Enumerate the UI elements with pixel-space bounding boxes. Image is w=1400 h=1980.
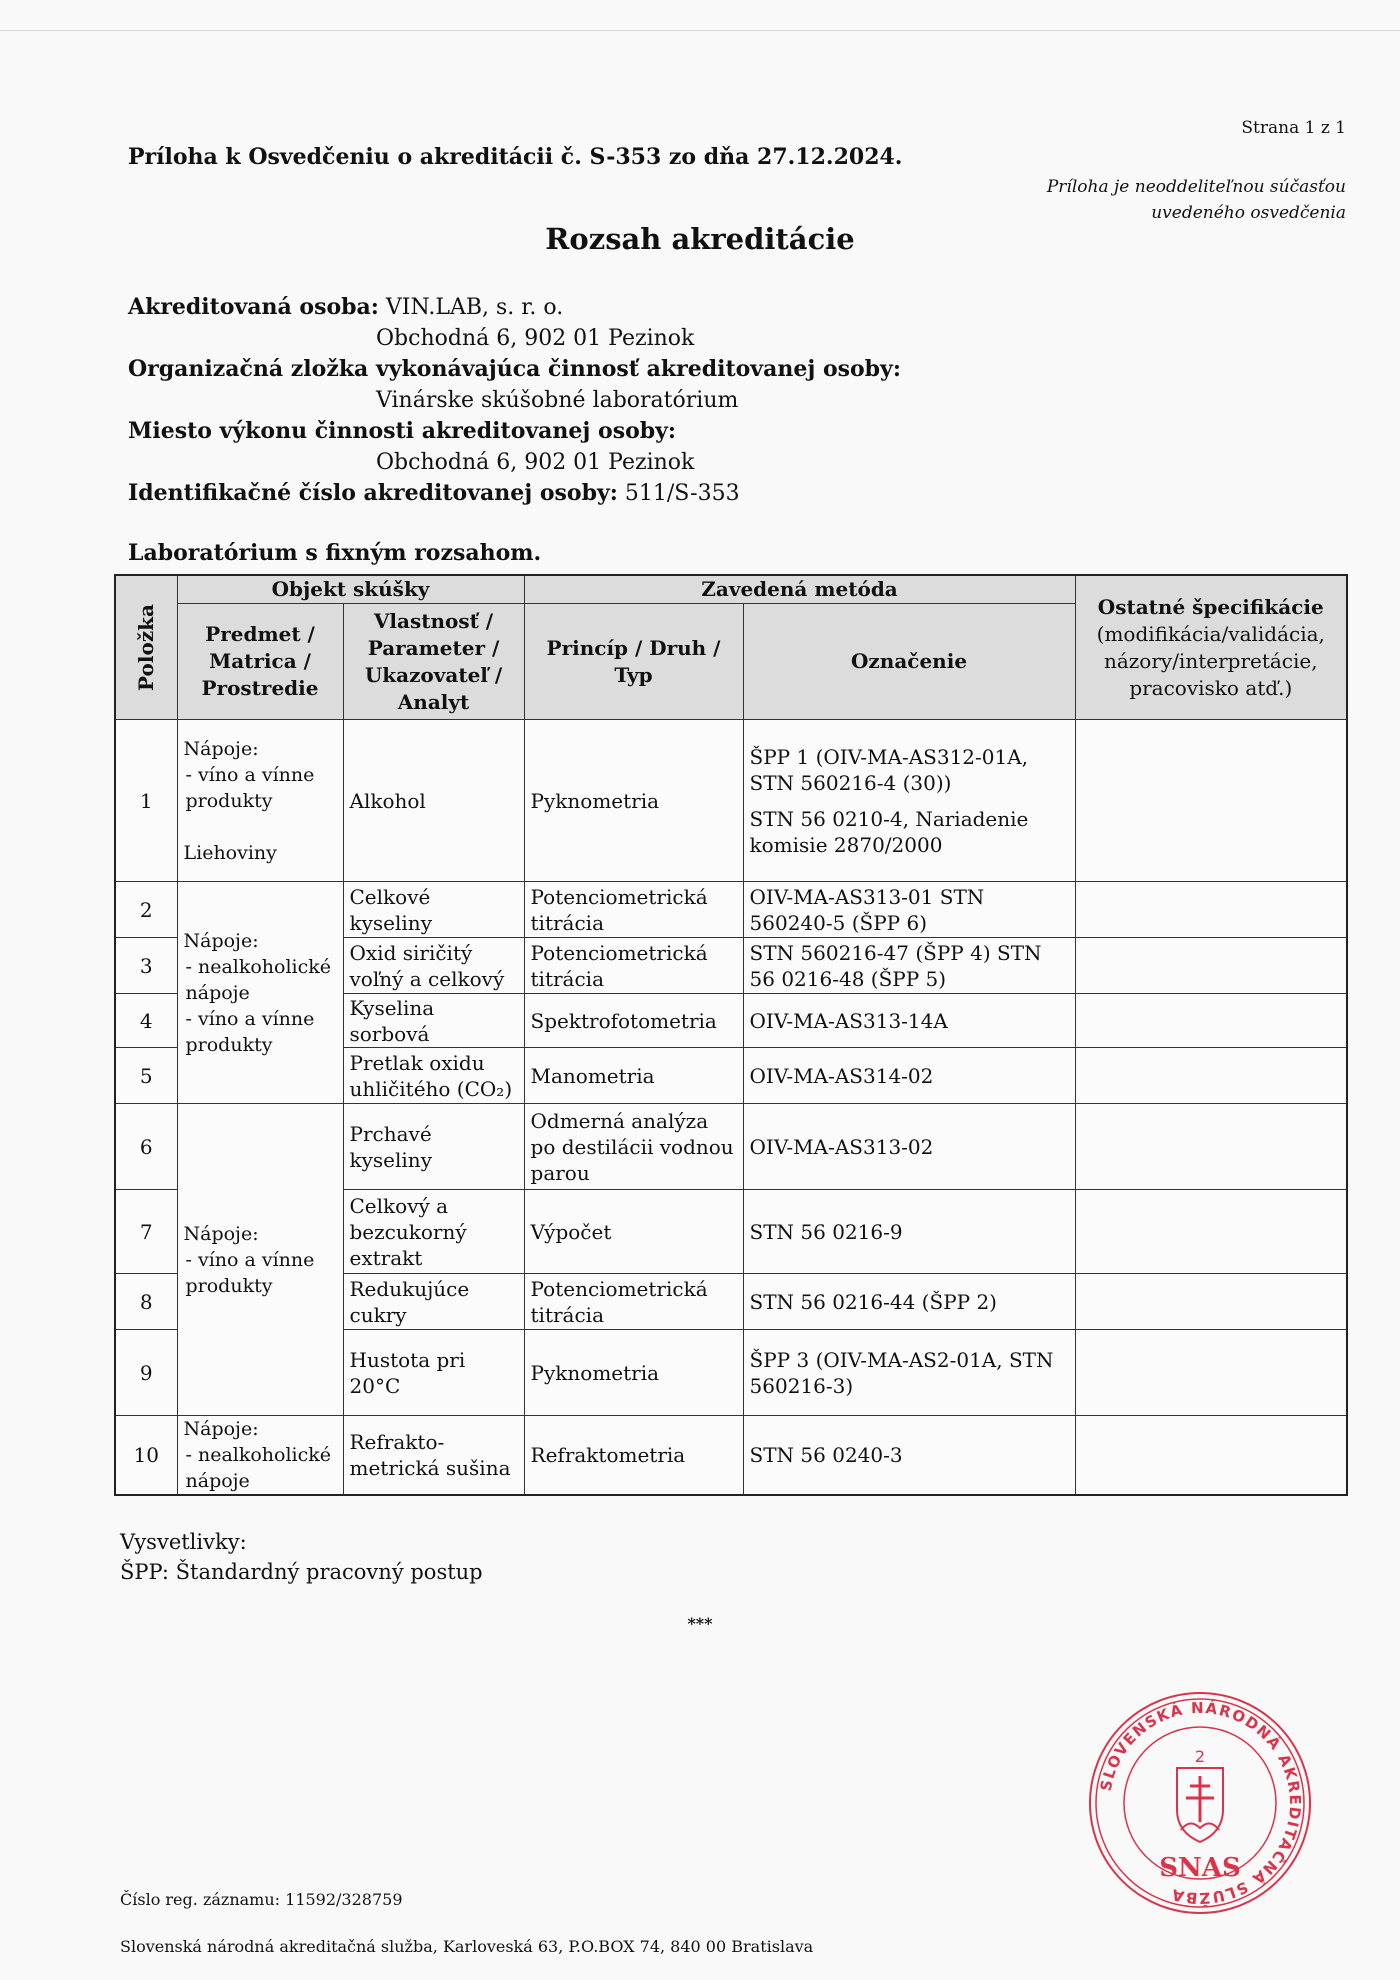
property-cell: Alkohol xyxy=(343,720,524,882)
footer-address: Slovenská národná akreditačná služba, Karloveská 63, P.O.BOX 74, 840 00 Bratislava xyxy=(120,1937,814,1956)
principle-cell: Manometria xyxy=(524,1048,743,1104)
item-number: 5 xyxy=(115,1048,177,1104)
annex-note xyxy=(986,174,1346,226)
table-row xyxy=(115,1104,1347,1190)
subject-extra: Liehoviny xyxy=(183,841,277,864)
subject-item: - nealkoholické nápoje xyxy=(185,1444,332,1492)
subject-cell xyxy=(177,1416,343,1496)
principle-cell: Potenciometrická titrácia xyxy=(524,1274,743,1330)
subject-item: - víno a vínne produkty xyxy=(185,763,315,812)
id-value: 511/S-353 xyxy=(624,481,740,506)
separator: *** xyxy=(687,1614,713,1633)
principle-cell: Potenciometrická titrácia xyxy=(524,882,743,938)
property-cell: Celkový a bezcukorný extrakt xyxy=(343,1190,524,1274)
principle-cell: Výpočet xyxy=(524,1190,743,1274)
subject-cell xyxy=(177,720,343,882)
header-item-label: Položka xyxy=(133,604,158,691)
accredited-person-value: VIN.LAB, s. r. o. xyxy=(385,295,564,320)
table-row xyxy=(115,882,1347,938)
header-method: Zavedená metóda xyxy=(524,575,1075,604)
legend-heading: Vysvetlivky: xyxy=(120,1530,247,1554)
designation-b: STN 56 0210-4, Nariadenie komisie 2870/2000 xyxy=(749,806,1029,857)
property-cell: Hustota pri 20°C xyxy=(343,1330,524,1416)
other-cell xyxy=(1075,1104,1347,1190)
place-label: Miesto výkonu činnosti akreditovanej osoby: xyxy=(128,418,677,444)
org-unit-value: Vinárske skúšobné laboratórium xyxy=(376,388,739,413)
place-value: Obchodná 6, 902 01 Pezinok xyxy=(376,450,695,475)
designation-cell: OIV-MA-AS313-02 xyxy=(743,1104,1075,1190)
principle-cell: Odmerná analýza po destilácii vodnou parou xyxy=(524,1104,743,1190)
item-number: 3 xyxy=(115,938,177,994)
header-other-sub: (modifikácia/validácia, názory/interpretácie, pracovisko atď.) xyxy=(1096,621,1325,700)
designation-cell: ŠPP 3 (OIV-MA-AS2-01A, STN 560216-3) xyxy=(743,1330,1075,1416)
subject-item: - nealkoholické nápoje xyxy=(185,955,332,1004)
principle-cell: Refraktometria xyxy=(524,1416,743,1496)
principle-cell: Pyknometria xyxy=(524,1330,743,1416)
designation-cell: OIV-MA-AS313-01 STN 560240-5 (ŠPP 6) xyxy=(743,882,1075,938)
principle-cell: Spektrofotometria xyxy=(524,994,743,1048)
subject-title: Nápoje: xyxy=(183,1418,259,1440)
property-cell: Refrakto- metrická sušina xyxy=(343,1416,524,1496)
item-number: 1 xyxy=(115,720,177,882)
item-number: 6 xyxy=(115,1104,177,1190)
subject-title: Nápoje: xyxy=(183,1222,259,1245)
other-cell xyxy=(1075,1330,1347,1416)
property-cell: Oxid siričitý voľný a celkový xyxy=(343,938,524,994)
property-cell: Pretlak oxidu uhličitého (CO₂) xyxy=(343,1048,524,1104)
property-cell: Kyselina sorbová xyxy=(343,994,524,1048)
page-number: Strana 1 z 1 xyxy=(1241,118,1346,138)
other-cell xyxy=(1075,1274,1347,1330)
item-number: 7 xyxy=(115,1190,177,1274)
other-cell xyxy=(1075,994,1347,1048)
property-cell: Prchavé kyseliny xyxy=(343,1104,524,1190)
annex-note-line2: uvedeného osvedčenia xyxy=(1151,203,1346,223)
header-property: Vlastnosť / Parameter / Ukazovateľ / Analyt xyxy=(343,604,524,720)
principle-cell: Potenciometrická titrácia xyxy=(524,938,743,994)
subject-title: Nápoje: xyxy=(183,737,259,760)
other-cell xyxy=(1075,938,1347,994)
lab-scope-type: Laboratórium s fixným rozsahom. xyxy=(128,540,542,566)
other-cell xyxy=(1075,720,1347,882)
stamp-number: 2 xyxy=(1194,1747,1206,1766)
header-item xyxy=(115,575,177,720)
item-number: 10 xyxy=(115,1416,177,1496)
scope-table xyxy=(114,574,1348,1496)
other-cell xyxy=(1075,1190,1347,1274)
header-subject: Predmet / Matrica / Prostredie xyxy=(177,604,343,720)
property-cell: Celkové kyseliny xyxy=(343,882,524,938)
designation-cell: STN 56 0216-44 (ŠPP 2) xyxy=(743,1274,1075,1330)
item-number: 9 xyxy=(115,1330,177,1416)
property-cell: Redukujúce cukry xyxy=(343,1274,524,1330)
designation-cell: STN 56 0216-9 xyxy=(743,1190,1075,1274)
subject-cell xyxy=(177,1104,343,1416)
top-rule xyxy=(0,30,1400,31)
header-principle: Princíp / Druh / Typ xyxy=(524,604,743,720)
annex-note-line1: Príloha je neoddeliteľnou súčasťou xyxy=(1046,177,1346,197)
subject-item: - víno a vínne produkty xyxy=(185,1248,315,1297)
item-number: 2 xyxy=(115,882,177,938)
legend-text: ŠPP: Štandardný pracovný postup xyxy=(120,1560,483,1584)
designation-cell: STN 560216-47 (ŠPP 4) STN 56 0216-48 (ŠPP 5) xyxy=(743,938,1075,994)
designation-cell: OIV-MA-AS314-02 xyxy=(743,1048,1075,1104)
item-number: 8 xyxy=(115,1274,177,1330)
id-label: Identifikačné číslo akreditovanej osoby: xyxy=(128,480,618,506)
header-object: Objekt skúšky xyxy=(177,575,524,604)
registration-number: Číslo reg. záznamu: 11592/328759 xyxy=(120,1890,403,1909)
id-number xyxy=(128,480,740,506)
annex-title: Príloha k Osvedčeniu o akreditácii č. S-353 zo dňa 27.12.2024. xyxy=(128,144,903,170)
item-number: 4 xyxy=(115,994,177,1048)
stamp-text: SLOVENSKÁ NÁRODNÁ AKREDITAČNÁ SLUŽBA xyxy=(1096,1698,1305,1908)
snas-stamp-icon xyxy=(1087,1690,1313,1916)
other-cell xyxy=(1075,1416,1347,1496)
accredited-person-label: Akreditovaná osoba: xyxy=(128,294,379,320)
designation-cell: STN 56 0240-3 xyxy=(743,1416,1075,1496)
org-unit-label: Organizačná zložka vykonávajúca činnosť akreditovanej osoby: xyxy=(128,356,901,382)
designation-cell xyxy=(743,720,1075,882)
accredited-person-address: Obchodná 6, 902 01 Pezinok xyxy=(376,326,695,351)
subject-item: - víno a vínne produkty xyxy=(185,1007,315,1056)
header-other-title: Ostatné špecifikácie xyxy=(1097,594,1324,619)
other-cell xyxy=(1075,1048,1347,1104)
subject-cell xyxy=(177,882,343,1104)
header-other xyxy=(1075,575,1347,720)
designation-a: ŠPP 1 (OIV-MA-AS312-01A, STN 560216-4 (30)) xyxy=(749,744,1029,795)
table-row xyxy=(115,1416,1347,1496)
designation-cell: OIV-MA-AS313-14A xyxy=(743,994,1075,1048)
page-title: Rozsah akreditácie xyxy=(545,222,855,256)
other-cell xyxy=(1075,882,1347,938)
table-row xyxy=(115,720,1347,882)
stamp-abbr: SNAS xyxy=(1159,1853,1241,1883)
principle-cell: Pyknometria xyxy=(524,720,743,882)
subject-title: Nápoje: xyxy=(183,929,259,952)
accredited-person xyxy=(128,294,563,320)
header-designation: Označenie xyxy=(743,604,1075,720)
